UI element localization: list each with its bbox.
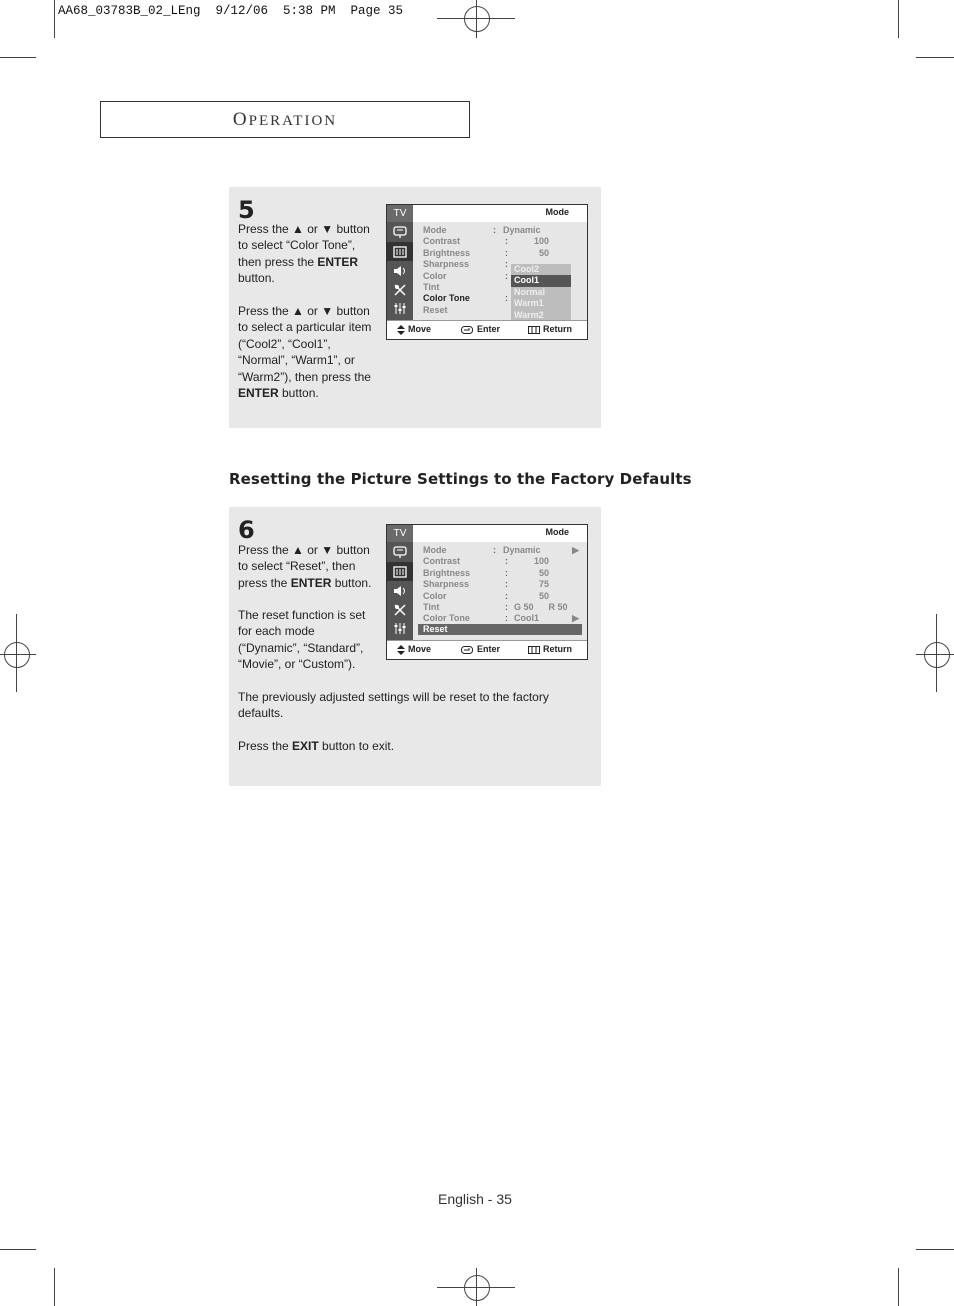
osd-row-reset-label: Reset [423, 623, 448, 634]
osd-colon: : [505, 556, 508, 567]
osd-row-brightness[interactable]: Brightness [423, 247, 471, 258]
osd-colon: : [505, 259, 508, 270]
osd-row-tint[interactable]: Tint [423, 282, 440, 292]
osd-value-contrast: 100 [533, 236, 549, 247]
footer-return-label: Return [543, 644, 572, 654]
footer-enter-label: Enter [477, 644, 501, 654]
submenu-arrow-icon: ▶ [572, 545, 579, 555]
osd-value-color: 50 [538, 590, 549, 601]
speaker-icon [387, 581, 413, 600]
step5-number: 5 [238, 196, 255, 224]
step6-para3: The previously adjusted settings will be reset to the factory defaults. [238, 690, 549, 721]
osd-mode-title: Mode [545, 527, 569, 537]
page-number: English - 35 [438, 1191, 512, 1207]
osd-value-sharpness: 75 [538, 579, 549, 590]
osd-row-color[interactable]: Color [423, 270, 447, 281]
footer-move-label: Move [408, 644, 432, 654]
step5-para2: Press the ▲ or ▼ button to select a particular item (“Cool2”, “Cool1”, “Normal”, “Warm1”, or “Warm2”), then press the ENTER button. [238, 304, 372, 401]
osd-row-contrast[interactable]: Contrast [423, 236, 461, 247]
osd-colon: : [505, 567, 508, 578]
osd-row-reset[interactable]: Reset [423, 304, 448, 315]
subsection-heading: Resetting the Picture Settings to the Factory Defaults [229, 470, 692, 488]
osd-colon: : [505, 236, 508, 247]
osd-colon: : [493, 225, 496, 235]
osd-colon: : [505, 579, 508, 590]
osd-row-reset-selected[interactable] [418, 624, 582, 635]
crop-mark [916, 1249, 954, 1250]
print-header-meta: AA68_03783B_02_LEng 9/12/06 5:38 PM Page 35 [58, 4, 404, 18]
osd-value-mode: Dynamic [503, 545, 541, 555]
channel-icon [387, 600, 413, 619]
picture-icon [387, 242, 413, 261]
osd-value-contrast: 100 [533, 556, 549, 567]
footer-enter-label: Enter [477, 324, 501, 334]
osd-value-mode: Dynamic [503, 225, 541, 235]
crop-mark [898, 0, 899, 38]
move-arrows-icon [397, 325, 405, 335]
osd-row-sharpness[interactable]: Sharpness [423, 579, 470, 590]
osd-value-color-tone: Cool1 [514, 613, 540, 624]
footer-return-label: Return [543, 324, 572, 334]
crop-mark [54, 1268, 55, 1306]
osd-row-sharpness[interactable]: Sharpness [423, 259, 470, 270]
osd-footer [387, 320, 587, 339]
osd-colon: : [505, 270, 508, 281]
osd-row-color-tone[interactable]: Color Tone [423, 613, 470, 624]
osd-value-tint: G 50 R 50 [514, 602, 568, 612]
osd-row-tint[interactable]: Tint [423, 602, 440, 612]
osd-colon: : [505, 590, 508, 601]
section-title: OPERATION [232, 109, 338, 130]
osd-tv-label: TV [387, 525, 413, 542]
move-arrows-icon [397, 645, 405, 655]
osd-tv-label: TV [387, 205, 413, 222]
osd-value-brightness: 50 [538, 247, 549, 258]
dropdown-option-cool1[interactable]: Cool1 [511, 275, 571, 286]
osd-row-contrast[interactable]: Contrast [423, 556, 461, 567]
channel-icon [387, 280, 413, 299]
step6-number: 6 [238, 516, 255, 544]
osd-row-mode[interactable]: Mode [423, 545, 447, 555]
submenu-arrow-icon: ▶ [572, 613, 579, 624]
osd-colon: : [505, 613, 508, 624]
dropdown-option-normal[interactable]: Normal [514, 286, 546, 297]
osd-colon: : [493, 545, 496, 555]
step6-para1: Press the ▲ or ▼ button to select “Reset”, then press the ENTER button. [238, 543, 372, 590]
osd-value-brightness: 50 [538, 567, 549, 578]
step6-para4: Press the EXIT button to exit. [238, 739, 395, 753]
crop-mark [898, 1268, 899, 1306]
crop-mark [0, 57, 36, 58]
osd-row-brightness[interactable]: Brightness [423, 567, 471, 578]
osd-colon: : [505, 602, 508, 612]
tv-antenna-icon [387, 543, 413, 562]
osd-row-mode[interactable]: Mode [423, 225, 447, 235]
osd-menu-body [413, 542, 587, 641]
setup-icon [387, 619, 413, 638]
osd-menu-body [413, 222, 587, 321]
osd-footer [387, 640, 587, 659]
footer-move-label: Move [408, 324, 432, 334]
dropdown-option-cool2[interactable]: Cool2 [514, 264, 540, 274]
return-icon [528, 326, 540, 334]
enter-icon [461, 326, 473, 334]
crop-mark [0, 1249, 36, 1250]
osd-title-bar [413, 205, 587, 223]
crop-mark [916, 57, 954, 58]
osd-screen-color-tone [386, 204, 588, 340]
enter-icon [461, 646, 473, 654]
dropdown-option-warm1[interactable]: Warm1 [514, 298, 544, 309]
crop-mark [54, 0, 55, 38]
tv-antenna-icon [387, 223, 413, 242]
osd-colon: : [505, 293, 508, 304]
osd-colon: : [505, 247, 508, 258]
setup-icon [387, 299, 413, 318]
return-icon [528, 646, 540, 654]
osd-screen-reset [386, 524, 588, 660]
osd-row-color-tone[interactable]: Color Tone [423, 293, 470, 304]
osd-mode-title: Mode [545, 207, 569, 217]
osd-row-color[interactable]: Color [423, 590, 447, 601]
speaker-icon [387, 261, 413, 280]
step6-para2: The reset function is set for each mode (“Dynamic”, “Standard”, “Movie”, or “Custom”). [238, 608, 366, 672]
step5-para1: Press the ▲ or ▼ button to select “Color Tone”, then press the ENTER button. [238, 222, 370, 286]
picture-icon [387, 562, 413, 581]
osd-title-bar [413, 525, 587, 543]
color-tone-dropdown [511, 264, 571, 321]
dropdown-option-warm2[interactable]: Warm2 [514, 309, 544, 320]
